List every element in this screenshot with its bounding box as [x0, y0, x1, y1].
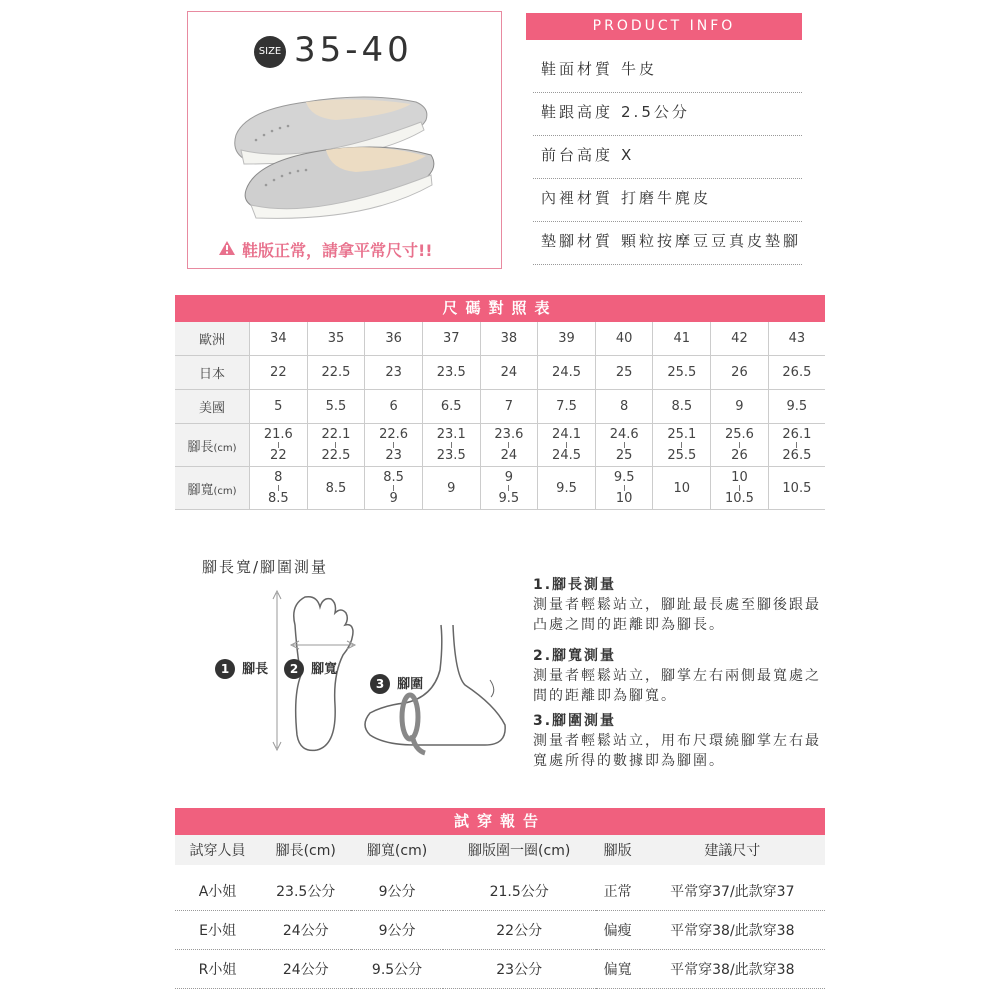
- size-cell: [653, 424, 711, 467]
- size-cell: [538, 467, 596, 510]
- size-cell: 9: [711, 390, 769, 424]
- warning-text: 鞋版正常，請拿平常尺寸!!: [242, 241, 433, 260]
- trial-cell: 偏寬: [596, 950, 640, 989]
- size-cell: [307, 467, 365, 510]
- size-cell: 34: [250, 322, 308, 356]
- row-label-text: 日本: [198, 367, 225, 382]
- row-label-text: 美國: [198, 401, 225, 416]
- info-value: 牛皮: [621, 60, 658, 78]
- size-row-foot-length: [175, 424, 825, 467]
- trial-cell: 22公分: [443, 911, 596, 950]
- size-value: 23.5: [436, 448, 466, 463]
- info-row-heel-height: [533, 92, 802, 136]
- trial-cell: 平常穿38/此款穿38: [640, 911, 825, 950]
- size-value: 9.5: [556, 480, 577, 496]
- size-value: 10: [673, 480, 691, 496]
- size-value: 22.6: [379, 427, 409, 442]
- size-value: 23: [385, 448, 402, 463]
- size-cell: [250, 467, 308, 510]
- size-value: 9: [389, 491, 398, 506]
- info-label: 鞋跟高度: [541, 103, 614, 121]
- trial-row: [175, 950, 825, 989]
- legend-label: 腳寬: [311, 662, 338, 677]
- trial-cell: E小姐: [175, 911, 260, 950]
- trial-row: [175, 872, 825, 911]
- size-row-label: [175, 322, 250, 356]
- size-warning: [218, 238, 433, 261]
- size-cell: 24: [480, 356, 538, 390]
- size-cell: [480, 424, 538, 467]
- measure-step-width: [533, 646, 823, 706]
- trial-cell: 24公分: [260, 950, 351, 989]
- info-row-insole: [533, 221, 802, 265]
- size-cell: [711, 467, 769, 510]
- size-cell: 8: [595, 390, 653, 424]
- size-cell: 7: [480, 390, 538, 424]
- info-label: 墊腳材質: [541, 232, 614, 250]
- size-cell: 22: [250, 356, 308, 390]
- size-cell: 23: [365, 356, 423, 390]
- size-value: 10: [615, 491, 633, 506]
- trial-column-header: 腳長(cm): [260, 835, 351, 865]
- size-cell: 22.5: [307, 356, 365, 390]
- size-value: 23.6: [494, 427, 524, 442]
- size-value: 9.5: [613, 470, 635, 485]
- legend-number-icon: 3: [370, 674, 390, 694]
- measure-step-body: 測量者輕鬆站立，腳掌左右兩側最寬處之間的距離即為腳寬。: [533, 668, 821, 704]
- size-cell: [538, 424, 596, 467]
- product-info-header: PRODUCT INFO: [526, 13, 802, 40]
- size-cell: 23.5: [422, 356, 480, 390]
- size-value: 9: [447, 480, 456, 496]
- legend-item-width: [284, 658, 337, 679]
- size-row-us: [175, 390, 825, 424]
- trial-cell: 正常: [596, 872, 640, 911]
- size-value: 10.5: [724, 491, 754, 506]
- legend-number-icon: 2: [284, 659, 304, 679]
- measure-step-body: 測量者輕鬆站立，腳趾最長處至腳後跟最凸處之間的距離即為腳長。: [533, 597, 821, 633]
- trial-cell: 24公分: [260, 911, 351, 950]
- size-cell: [307, 424, 365, 467]
- trial-cell: 21.5公分: [443, 872, 596, 911]
- size-cell: [768, 467, 825, 510]
- trial-cell: 平常穿38/此款穿38: [640, 950, 825, 989]
- size-value: 25.5: [667, 448, 697, 463]
- size-row-eu: [175, 322, 825, 356]
- size-row-label: [175, 424, 250, 467]
- trial-column-header: 腳版圍一圈(cm): [443, 835, 596, 865]
- trial-report-table: [175, 835, 825, 989]
- size-cell: 26.5: [768, 356, 825, 390]
- size-cell: 36: [365, 322, 423, 356]
- size-value: 9.5: [498, 491, 520, 506]
- size-chart-header: 尺碼對照表: [175, 295, 825, 322]
- size-value: 8: [274, 470, 283, 485]
- info-label: 鞋面材質: [541, 60, 614, 78]
- measure-step-length: [533, 575, 823, 635]
- warning-triangle-icon: [218, 240, 236, 260]
- unit-text: (cm): [213, 485, 237, 497]
- measure-step-body: 測量者輕鬆站立，用布尺環繞腳掌左右最寬處所得的數據即為腳圍。: [533, 733, 821, 769]
- info-row-lining: [533, 178, 802, 222]
- size-cell: [422, 467, 480, 510]
- size-value: 22.1: [321, 427, 351, 442]
- size-cell: 25: [595, 356, 653, 390]
- size-chart-table: [175, 322, 825, 510]
- size-cell: [768, 424, 825, 467]
- size-cell: [365, 467, 423, 510]
- size-row-label: [175, 390, 250, 424]
- size-cell: 6.5: [422, 390, 480, 424]
- size-range: 35-40: [294, 30, 413, 70]
- trial-column-header: 建議尺寸: [640, 835, 825, 865]
- size-value: 26.5: [782, 448, 812, 463]
- trial-column-header: 試穿人員: [175, 835, 260, 865]
- size-value: 23.1: [436, 427, 466, 442]
- trial-cell: A小姐: [175, 872, 260, 911]
- size-value: 8.5: [325, 480, 347, 496]
- measure-step-title: 1.腳長測量: [533, 577, 617, 593]
- product-image-box: [187, 11, 502, 269]
- info-row-platform-height: [533, 135, 802, 179]
- row-label-text: 歐洲: [198, 333, 225, 348]
- info-value: 2.5公分: [621, 103, 690, 121]
- size-value: 25: [615, 448, 633, 463]
- size-value: 25.6: [724, 427, 754, 442]
- trial-cell: R小姐: [175, 950, 260, 989]
- trial-cell: 偏瘦: [596, 911, 640, 950]
- unit-text: (cm): [213, 442, 237, 454]
- shoe-illustration: [216, 80, 436, 230]
- size-cell: 5: [250, 390, 308, 424]
- size-row-jp: [175, 356, 825, 390]
- size-cell: 40: [595, 322, 653, 356]
- size-cell: [480, 467, 538, 510]
- size-cell: 6: [365, 390, 423, 424]
- info-label: 前台高度: [541, 146, 614, 164]
- size-value: 21.6: [263, 427, 293, 442]
- trial-cell: 23.5公分: [260, 872, 351, 911]
- legend-item-girth: [370, 673, 423, 694]
- size-value: 9: [504, 470, 514, 485]
- size-cell: 37: [422, 322, 480, 356]
- size-cell: [422, 424, 480, 467]
- info-row-upper-material: [533, 49, 802, 93]
- row-label-text: 腳長: [187, 439, 214, 455]
- size-cell: 43: [768, 322, 825, 356]
- info-value: 顆粒按摩豆豆真皮墊腳: [621, 232, 802, 250]
- size-value: 26.1: [782, 427, 812, 442]
- size-row-foot-width: [175, 467, 825, 510]
- measurement-title: 腳長寬/腳圍測量: [202, 558, 329, 576]
- legend-label: 腳圍: [397, 677, 424, 692]
- trial-cell: 平常穿37/此款穿37: [640, 872, 825, 911]
- size-value: 10.5: [782, 480, 812, 496]
- size-cell: 24.5: [538, 356, 596, 390]
- size-cell: [653, 467, 711, 510]
- measure-step-title: 3.腳圍測量: [533, 713, 617, 729]
- legend-label: 腳長: [242, 662, 269, 677]
- size-cell: 5.5: [307, 390, 365, 424]
- size-cell: 9.5: [768, 390, 825, 424]
- trial-row: [175, 911, 825, 950]
- size-cell: 41: [653, 322, 711, 356]
- size-value: 8.5: [383, 470, 404, 485]
- size-value: 22.5: [321, 448, 351, 463]
- size-value: 24.5: [552, 448, 581, 463]
- trial-column-header: 腳寬(cm): [351, 835, 442, 865]
- trial-column-header: 腳版: [596, 835, 640, 865]
- size-row-label: [175, 467, 250, 510]
- size-cell: [711, 424, 769, 467]
- size-cell: [365, 424, 423, 467]
- size-cell: 26: [711, 356, 769, 390]
- size-badge: SIZE: [254, 36, 286, 68]
- size-value: 8.5: [267, 491, 289, 506]
- trial-cell: 23公分: [443, 950, 596, 989]
- size-cell: [595, 424, 653, 467]
- row-label-text: 腳寬: [187, 482, 214, 498]
- size-cell: [250, 424, 308, 467]
- legend-item-length: [215, 658, 268, 679]
- measure-step-girth: [533, 711, 823, 771]
- info-value: 打磨牛麂皮: [621, 189, 712, 207]
- size-value: 10: [731, 470, 748, 485]
- size-value: 24.1: [552, 427, 581, 442]
- size-value: 25.1: [667, 427, 697, 442]
- size-value: 24: [500, 448, 518, 463]
- size-cell: 39: [538, 322, 596, 356]
- trial-cell: 9.5公分: [351, 950, 442, 989]
- size-cell: 7.5: [538, 390, 596, 424]
- size-value: 26: [731, 448, 748, 463]
- size-value: 24.6: [609, 427, 639, 442]
- size-cell: 42: [711, 322, 769, 356]
- size-cell: 25.5: [653, 356, 711, 390]
- size-value: 22: [270, 448, 287, 463]
- trial-cell: 9公分: [351, 872, 442, 911]
- size-row-label: [175, 356, 250, 390]
- size-cell: [595, 467, 653, 510]
- trial-report-header: 試穿報告: [175, 808, 825, 835]
- trial-cell: 9公分: [351, 911, 442, 950]
- size-cell: 38: [480, 322, 538, 356]
- info-label: 內裡材質: [541, 189, 614, 207]
- info-value: X: [621, 146, 635, 164]
- size-cell: 35: [307, 322, 365, 356]
- size-cell: 8.5: [653, 390, 711, 424]
- measure-step-title: 2.腳寬測量: [533, 648, 617, 664]
- legend-number-icon: 1: [215, 659, 235, 679]
